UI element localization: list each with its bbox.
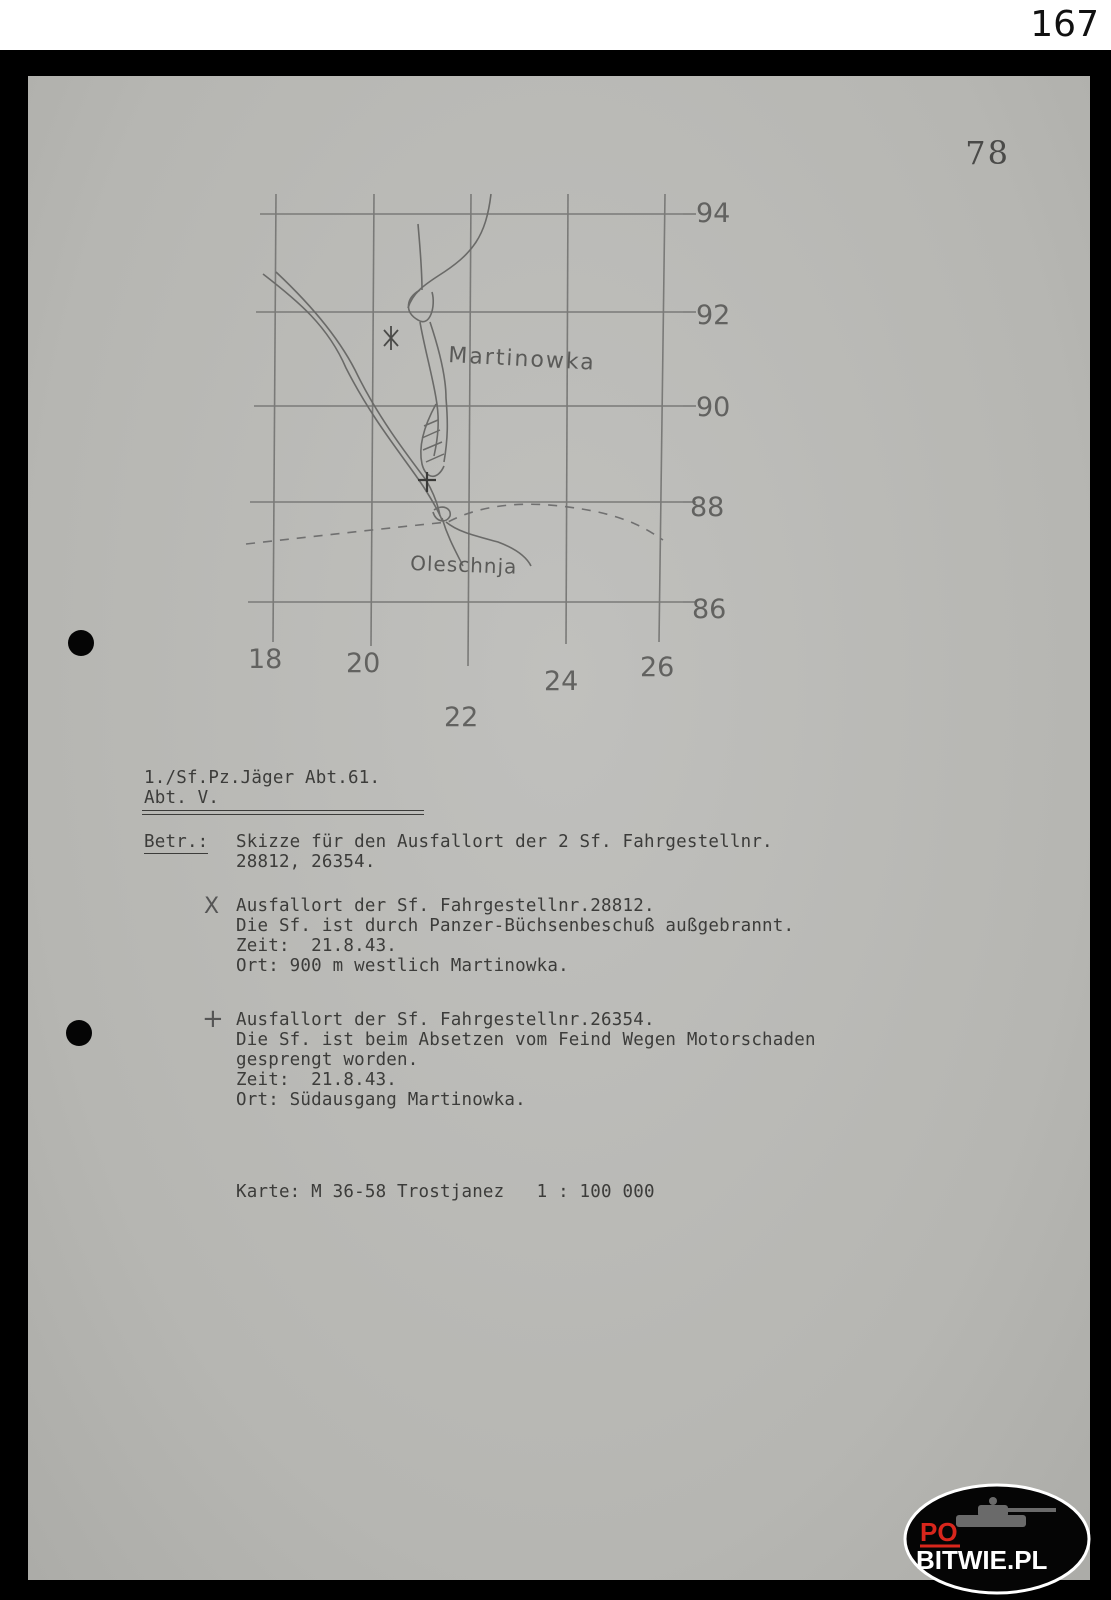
sketch-label-22: 22 [444, 702, 479, 733]
sketch-label-88: 88 [690, 492, 725, 523]
sheet-number: 78 [965, 134, 1010, 172]
entry-2-line-5: Ort: Südausgang Martinowka. [236, 1090, 526, 1110]
sketch-label-26: 26 [640, 652, 675, 683]
entry-2-line-1: Ausfallort der Sf. Fahrgestellnr.26354. [236, 1010, 655, 1030]
logo-badge-icon [900, 1477, 1094, 1595]
unit-line: 1./Sf.Pz.Jäger Abt.61. [144, 768, 381, 788]
entry-1-line-2: Die Sf. ist durch Panzer-Büchsenbeschuß außgebrannt. [236, 916, 795, 936]
sketch-label-90: 90 [696, 392, 731, 423]
entry-2-line-3: gesprengt worden. [236, 1050, 419, 1070]
entry-1-mark: X [204, 894, 220, 919]
sketch-grid [248, 194, 683, 666]
sketch-label-20: 20 [346, 648, 381, 679]
page-number: 167 [1030, 4, 1099, 45]
sketch-label-86: 86 [692, 594, 727, 625]
entry-1-line-3: Zeit: 21.8.43. [236, 936, 398, 956]
map-reference: Karte: M 36-58 Trostjanez 1 : 100 000 [236, 1182, 655, 1202]
scanned-page [0, 50, 1111, 1600]
entry-1-line-1: Ausfallort der Sf. Fahrgestellnr.28812. [236, 896, 655, 916]
punch-hole-bottom [66, 1020, 92, 1046]
sketch-label-94: 94 [696, 198, 731, 229]
sketch-place-martinowka: Martinowka [447, 343, 597, 376]
star-mark-icon [384, 326, 398, 350]
sketch-place-oleschnja: Oleschnja [409, 551, 518, 579]
entry-2-mark: + [202, 1004, 224, 1034]
subject-label: Betr.: [144, 832, 209, 852]
entry-2-line-2: Die Sf. ist beim Absetzen vom Feind Wegen Motorschaden [236, 1030, 816, 1050]
sketch-map [28, 76, 1090, 756]
sketch-dashed-route [246, 504, 663, 544]
logo-po-text: PO [920, 1517, 958, 1547]
sketch-label-18: 18 [248, 644, 283, 675]
entry-1-line-4: Ort: 900 m westlich Martinowka. [236, 956, 569, 976]
subject-line-1: Skizze für den Ausfallort der 2 Sf. Fahrgestellnr. [236, 832, 773, 852]
dept-line: Abt. V. [144, 788, 220, 808]
entry-2-line-4: Zeit: 21.8.43. [236, 1070, 398, 1090]
sketch-label-24: 24 [544, 666, 579, 697]
subject-line-2: 28812, 26354. [236, 852, 376, 872]
sketch-right-labels [683, 198, 730, 625]
dept-double-underline [142, 810, 424, 815]
paper-sheet [28, 76, 1090, 1580]
sketch-bottom-labels [248, 644, 674, 733]
logo-bitwie-text: BITWIE.PL [916, 1545, 1048, 1575]
sketch-label-92: 92 [696, 300, 731, 331]
sketch-roads [263, 194, 531, 566]
pobitwie-logo [900, 1477, 1094, 1595]
